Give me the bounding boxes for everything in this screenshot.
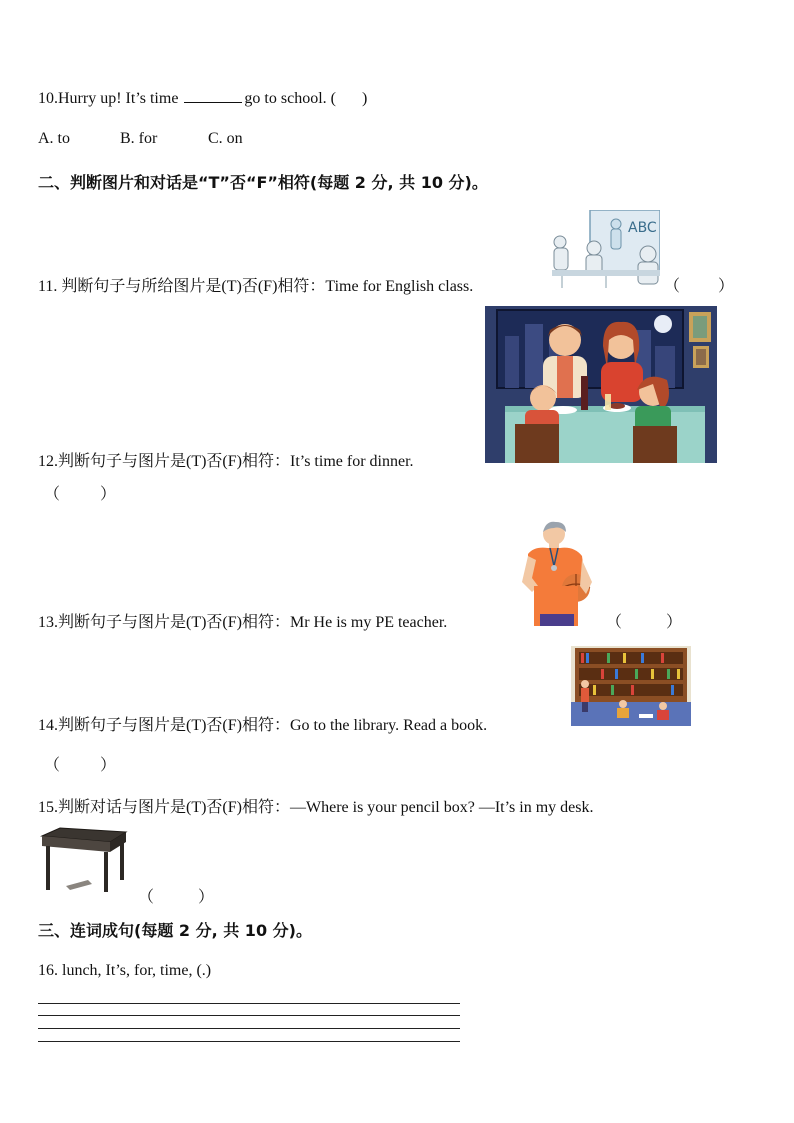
q10-close: ) xyxy=(361,90,368,107)
q12-text: 12.判断句子与图片是(T)否(F)相符：It’s time for dinner. xyxy=(38,453,414,470)
section3-title: 三、连词成句(每题 2 分, 共 10 分)。 xyxy=(38,921,312,940)
q14-paren-open: （ xyxy=(44,757,61,774)
q11-text: 11. 判断句子与所给图片是(T)否(F)相符：Time for English class. xyxy=(38,278,474,295)
q14-question xyxy=(38,712,487,735)
q11-paren-open: （ xyxy=(664,278,681,295)
answer-line xyxy=(38,1028,460,1029)
q15-text: 15.判断对话与图片是(T)否(F)相符：—Where is your pencil box? —It’s in my desk. xyxy=(38,799,594,816)
q13-paren-close: ） xyxy=(666,614,683,631)
q11-paren-close: ） xyxy=(718,278,735,295)
q12-paren-open: （ xyxy=(44,486,61,503)
answer-line xyxy=(38,1041,460,1042)
q15-answer-paren[interactable] xyxy=(138,884,214,907)
q15-paren-open: （ xyxy=(138,889,155,906)
q15-paren-close: ） xyxy=(198,889,215,906)
q10-prefix: 10.Hurry up! It’s time xyxy=(38,90,183,107)
q11-question xyxy=(38,273,473,296)
board-abc-text: ABC xyxy=(628,220,657,236)
q16-question: 16. lunch, It’s, for, time, (.) xyxy=(38,962,212,979)
q13-answer-paren[interactable] xyxy=(606,609,682,632)
q13-paren-open: （ xyxy=(606,614,623,631)
section2-title: 二、判断图片和对话是“T”否“F”相符(每题 2 分, 共 10 分)。 xyxy=(38,173,488,192)
q10-answer-blank[interactable] xyxy=(184,88,242,103)
q12-family-dinner-image xyxy=(485,306,717,463)
q10-suffix: go to school. ( xyxy=(244,90,336,107)
answer-line xyxy=(38,1015,460,1016)
q15-question xyxy=(38,794,593,817)
q10-question xyxy=(38,88,367,108)
q12-paren-close: ） xyxy=(100,486,117,503)
q11-classroom-image xyxy=(552,210,660,288)
q12-question xyxy=(38,448,414,471)
q13-question xyxy=(38,609,447,632)
q14-paren-close: ） xyxy=(100,757,117,774)
q14-answer-paren[interactable] xyxy=(44,752,116,775)
q10-option-c: C. on xyxy=(208,130,243,147)
q11-answer-paren[interactable] xyxy=(664,273,734,296)
answer-line xyxy=(38,1003,460,1004)
q14-text: 14.判断句子与图片是(T)否(F)相符：Go to the library. Read a book. xyxy=(38,717,488,734)
q14-library-image xyxy=(571,646,691,726)
q10-option-a: A. to xyxy=(38,130,70,147)
q13-pe-teacher-image xyxy=(520,520,596,626)
q10-option-b: B. for xyxy=(120,130,158,147)
q15-desk-image xyxy=(38,826,128,896)
q12-answer-paren[interactable] xyxy=(44,481,116,504)
q13-text: 13.判断句子与图片是(T)否(F)相符：Mr He is my PE teacher. xyxy=(38,614,448,631)
